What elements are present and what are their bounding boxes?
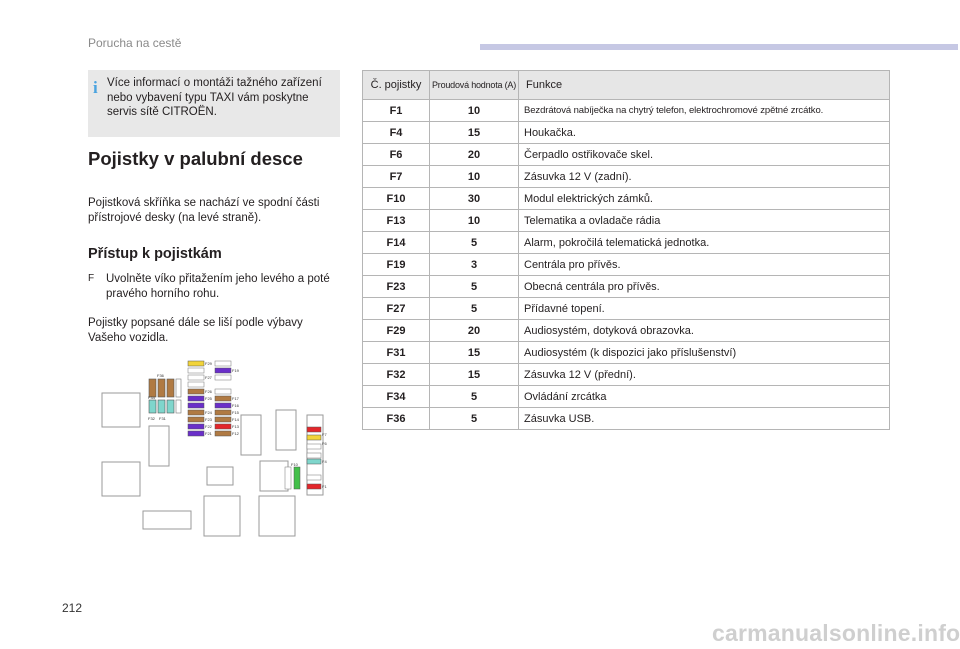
relay-block (149, 426, 169, 466)
fuse-current: 15 (430, 364, 519, 386)
fuse-label: F34 (148, 395, 155, 400)
fuse-number: F7 (363, 166, 430, 188)
fuse-function: Alarm, pokročilá telematická jednotka. (519, 232, 890, 254)
relay-block (204, 496, 240, 536)
fuse-label: F23 (205, 417, 212, 422)
table-row (363, 100, 890, 122)
fuse-number: F32 (363, 364, 430, 386)
fuse-function: Houkačka. (519, 122, 890, 144)
fuse-function: Audiosystém, dotyková obrazovka. (519, 320, 890, 342)
fuse-function: Telematika a ovladače rádia (519, 210, 890, 232)
fuse-label: F21 (205, 431, 212, 436)
fuse-table-header (363, 71, 890, 100)
fuse-cluster-middle (188, 361, 240, 436)
fuse-function: Zásuvka 12 V (přední). (519, 364, 890, 386)
fuse-current: 20 (430, 320, 519, 342)
fuse-number: F13 (363, 210, 430, 232)
fuse-current: 30 (430, 188, 519, 210)
relay-block (259, 496, 295, 536)
fuse-table (362, 70, 890, 430)
fuse-function: Modul elektrických zámků. (519, 188, 890, 210)
step-text: Uvolněte víko přitažením jeho levého a poté pravého horního rohu. (106, 273, 330, 300)
table-row (363, 188, 890, 210)
fuse-label: F22 (205, 424, 212, 429)
col-header-current-rating: Proudová hodnota (A) (430, 71, 519, 100)
fuse-current: 10 (430, 210, 519, 232)
relay-block (260, 461, 288, 491)
fuse-current: 5 (430, 298, 519, 320)
table-row (363, 364, 890, 386)
fuse-label: F6 (322, 441, 327, 446)
fuse-function: Bezdrátová nabíječka na chytrý telefon, elektrochromové zpětné zrcátko. (519, 100, 890, 122)
fuse-current: 15 (430, 342, 519, 364)
relay-block (143, 511, 191, 529)
fuse-label: F12 (232, 431, 239, 436)
section-header-title: Porucha na cestě (88, 36, 182, 50)
note-paragraph: Pojistky popsané dále se liší podle výbavy Vašeho vozidla. (88, 317, 303, 344)
table-row (363, 166, 890, 188)
table-row (363, 210, 890, 232)
fuse-number: F34 (363, 386, 430, 408)
table-row (363, 320, 890, 342)
fuse-function: Audiosystém (k dispozici jako příslušenství) (519, 342, 890, 364)
table-row (363, 276, 890, 298)
fuse-current: 5 (430, 276, 519, 298)
fuse-label: F13 (232, 424, 239, 429)
fuse-label: F10 (291, 462, 298, 467)
fuse-box-diagram (95, 355, 340, 545)
fuse-current: 15 (430, 122, 519, 144)
fuse-current: 10 (430, 100, 519, 122)
fuse-label: F4 (322, 459, 327, 464)
fuse-current: 3 (430, 254, 519, 276)
relay-block (241, 415, 261, 455)
fuse-label: F27 (205, 375, 212, 380)
table-row (363, 122, 890, 144)
fuse-function: Obecná centrála pro přívěs. (519, 276, 890, 298)
fuse-label: F29 (205, 361, 212, 366)
relay-block (102, 462, 140, 496)
watermark: carmanualsonline.info (712, 620, 960, 646)
fuse-label: F14 (232, 417, 239, 422)
fuse-number: F29 (363, 320, 430, 342)
fuse-number: F23 (363, 276, 430, 298)
fuse-function: Čerpadlo ostřikovače skel. (519, 144, 890, 166)
fuse-label: F19 (232, 368, 239, 373)
fuse-number: F1 (363, 100, 430, 122)
relay-block (207, 467, 233, 485)
info-note-text: Více informací o montáži tažného zařízení nebo vybavení typu TAXI vám poskytne servis sítě CITROËN. (107, 77, 322, 118)
fuse-function: Přídavné topení. (519, 298, 890, 320)
fuse-number: F10 (363, 188, 430, 210)
fuse-current: 5 (430, 386, 519, 408)
fuse-label: F25 (205, 396, 212, 401)
table-row (363, 144, 890, 166)
fuse-cluster-right (285, 427, 327, 489)
fuse-label: F15 (232, 410, 239, 415)
table-row (363, 232, 890, 254)
fuse-number: F6 (363, 144, 430, 166)
fuse-number: F31 (363, 342, 430, 364)
fuse-label: F24 (205, 410, 212, 415)
info-note-box (88, 70, 340, 137)
fuse-current: 5 (430, 232, 519, 254)
table-row (363, 298, 890, 320)
table-row (363, 254, 890, 276)
table-row (363, 386, 890, 408)
fuse-label: F31 (159, 416, 166, 421)
fuse-number: F4 (363, 122, 430, 144)
fuse-label: F1 (322, 484, 327, 489)
fuse-label: F26 (205, 389, 212, 394)
fuse-cluster-left (148, 373, 181, 421)
fuse-label: F32 (148, 416, 155, 421)
fuse-current: 5 (430, 408, 519, 430)
col-header-function: Funkce (519, 71, 890, 100)
fuse-function: Centrála pro přívěs. (519, 254, 890, 276)
fuse-label: F17 (232, 396, 239, 401)
fuse-number: F14 (363, 232, 430, 254)
subsection-title: Přístup k pojistkám (88, 246, 222, 262)
relay-block (102, 393, 140, 427)
header-bar (480, 44, 958, 50)
fuse-number: F27 (363, 298, 430, 320)
fuse-number: F19 (363, 254, 430, 276)
fuse-function: Zásuvka 12 V (zadní). (519, 166, 890, 188)
col-header-fuse-number: Č. pojistky (363, 71, 430, 100)
fuse-label: F36 (157, 373, 164, 378)
table-row (363, 342, 890, 364)
step-marker: F (88, 273, 95, 284)
info-icon: i (93, 78, 98, 97)
fuse-function: Ovládání zrcátka (519, 386, 890, 408)
table-row (363, 408, 890, 430)
relay-block (276, 410, 296, 450)
fuse-function: Zásuvka USB. (519, 408, 890, 430)
fuse-label: F7 (322, 432, 327, 437)
intro-paragraph: Pojistková skříňka se nachází ve spodní části přístrojové desky (na levé straně). (88, 197, 320, 224)
fuse-number: F36 (363, 408, 430, 430)
section-title: Pojistky v palubní desce (88, 148, 303, 169)
page-number: 212 (62, 601, 83, 615)
fuse-current: 10 (430, 166, 519, 188)
fuse-current: 20 (430, 144, 519, 166)
fuse-label: F16 (232, 403, 239, 408)
